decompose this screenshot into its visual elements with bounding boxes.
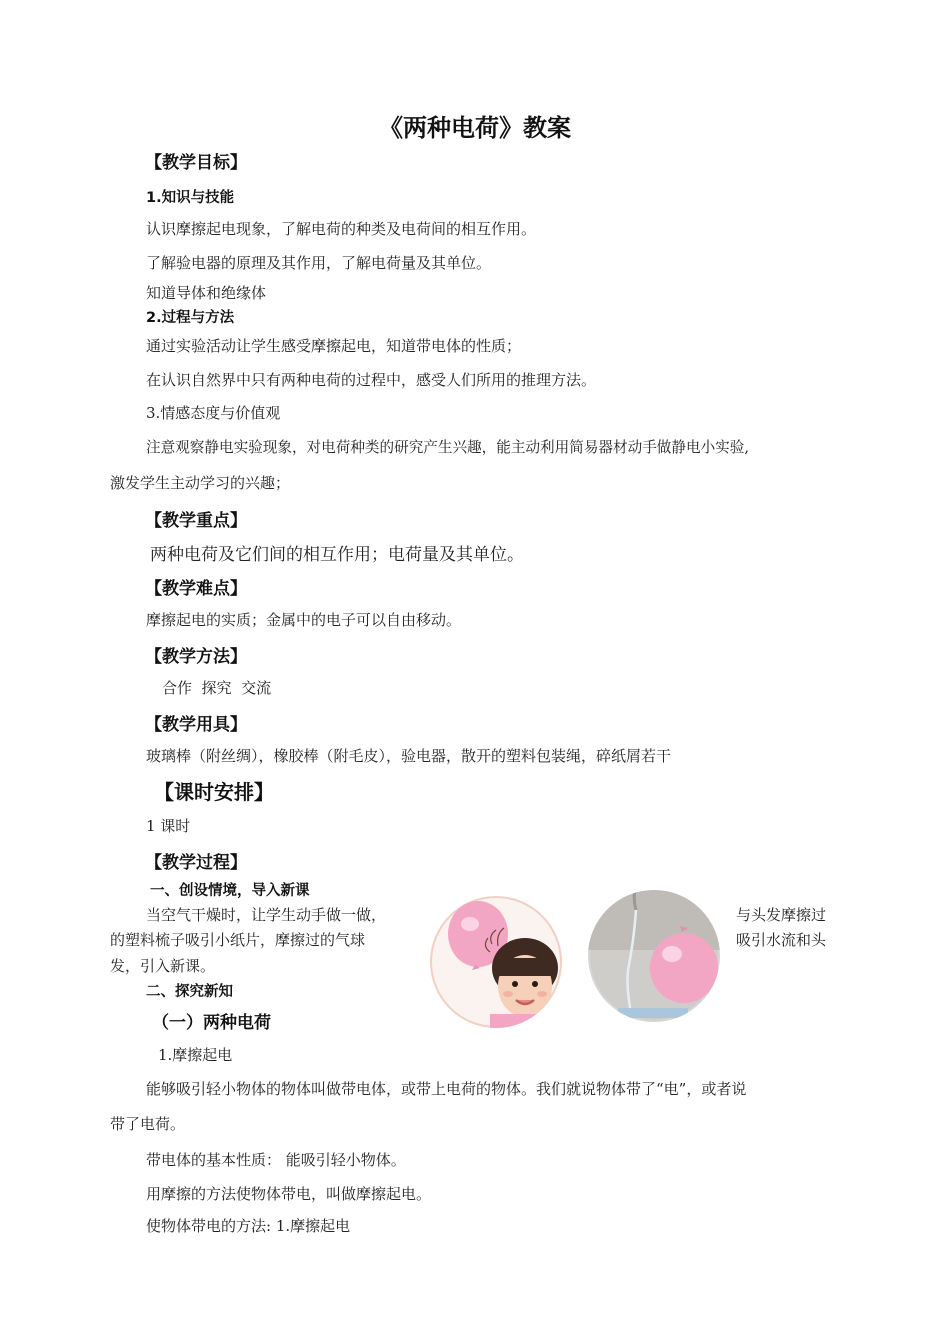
process-intro-line: 当空气干燥时，让学生动手做一做，: [146, 906, 387, 924]
key-points-text: 两种电荷及它们间的相互作用；电荷量及其单位。: [150, 545, 524, 565]
section-heading-schedule: 【课时安排】: [154, 780, 274, 804]
process-intro-line: 发，引入新课。: [110, 957, 216, 975]
process-part-heading: （一）两种电荷: [152, 1013, 271, 1033]
process-paragraph: 使物体带电的方法: 1.摩擦起电: [146, 1217, 351, 1235]
process-intro-line: 与头发摩擦过: [736, 906, 827, 924]
goals-line: 认识摩擦起电现象，了解电荷的种类及电荷间的相互作用。: [146, 220, 537, 238]
section-heading-goals: 【教学目标】: [145, 153, 247, 173]
process-step-heading: 二、探究新知: [146, 984, 233, 1000]
process-step-heading: 一、创设情境，导入新课: [150, 883, 310, 899]
girl-hair-balloon-image: [430, 896, 562, 1028]
process-paragraph: 用摩擦的方法使物体带电，叫做摩擦起电。: [146, 1185, 432, 1203]
process-paragraph: 带电体的基本性质： 能吸引轻小物体。: [146, 1151, 406, 1169]
methods-text: 合作 探究 交流: [162, 679, 272, 697]
goals-line: 在认识自然界中只有两种电荷的过程中，感受人们所用的推理方法。: [146, 371, 597, 389]
goals-line: 了解验电器的原理及其作用，了解电荷量及其单位。: [146, 254, 492, 272]
goals-line: 注意观察静电实验现象，对电荷种类的研究产生兴趣，能主动利用简易器材动手做静电小实验,: [146, 439, 749, 456]
tools-text: 玻璃棒（附丝绸），橡胶棒（附毛皮），验电器，散开的塑料包装绳，碎纸屑若干: [146, 747, 672, 765]
balloon-water-stream-image: [588, 890, 720, 1022]
balloon-water-stream-photo: [588, 890, 720, 1022]
process-intro-line: 的塑料梳子吸引小纸片，摩擦过的气球: [110, 931, 366, 949]
schedule-text: 1 课时: [146, 817, 191, 835]
girl-hair-balloon-photo: [430, 896, 562, 1028]
section-heading-process: 【教学过程】: [145, 853, 247, 873]
goals-subheading-attitude: 3.情感态度与价值观: [146, 404, 281, 422]
difficulties-text: 摩擦起电的实质；金属中的电子可以自由移动。: [146, 611, 462, 629]
goals-subheading-knowledge: 1.知识与技能: [146, 190, 235, 206]
section-heading-difficulties: 【教学难点】: [145, 579, 247, 599]
section-heading-key-points: 【教学重点】: [145, 511, 247, 531]
process-paragraph: 能够吸引轻小物体的物体叫做带电体，或带上电荷的物体。我们就说物体带了“电”，或者说: [146, 1080, 747, 1098]
process-paragraph: 带了电荷。: [110, 1115, 186, 1133]
process-intro-line: 吸引水流和头: [736, 931, 827, 949]
page-title: 《两种电荷》教案: [379, 114, 571, 142]
goals-subheading-process: 2.过程与方法: [146, 310, 235, 326]
section-heading-methods: 【教学方法】: [145, 647, 247, 667]
goals-line: 通过实验活动让学生感受摩擦起电，知道带电体的性质；: [146, 337, 522, 355]
goals-line: 激发学生主动学习的兴趣；: [110, 474, 291, 492]
goals-line: 知道导体和绝缘体: [146, 284, 267, 302]
process-item-heading: 1.摩擦起电: [158, 1046, 233, 1064]
section-heading-tools: 【教学用具】: [145, 715, 247, 735]
